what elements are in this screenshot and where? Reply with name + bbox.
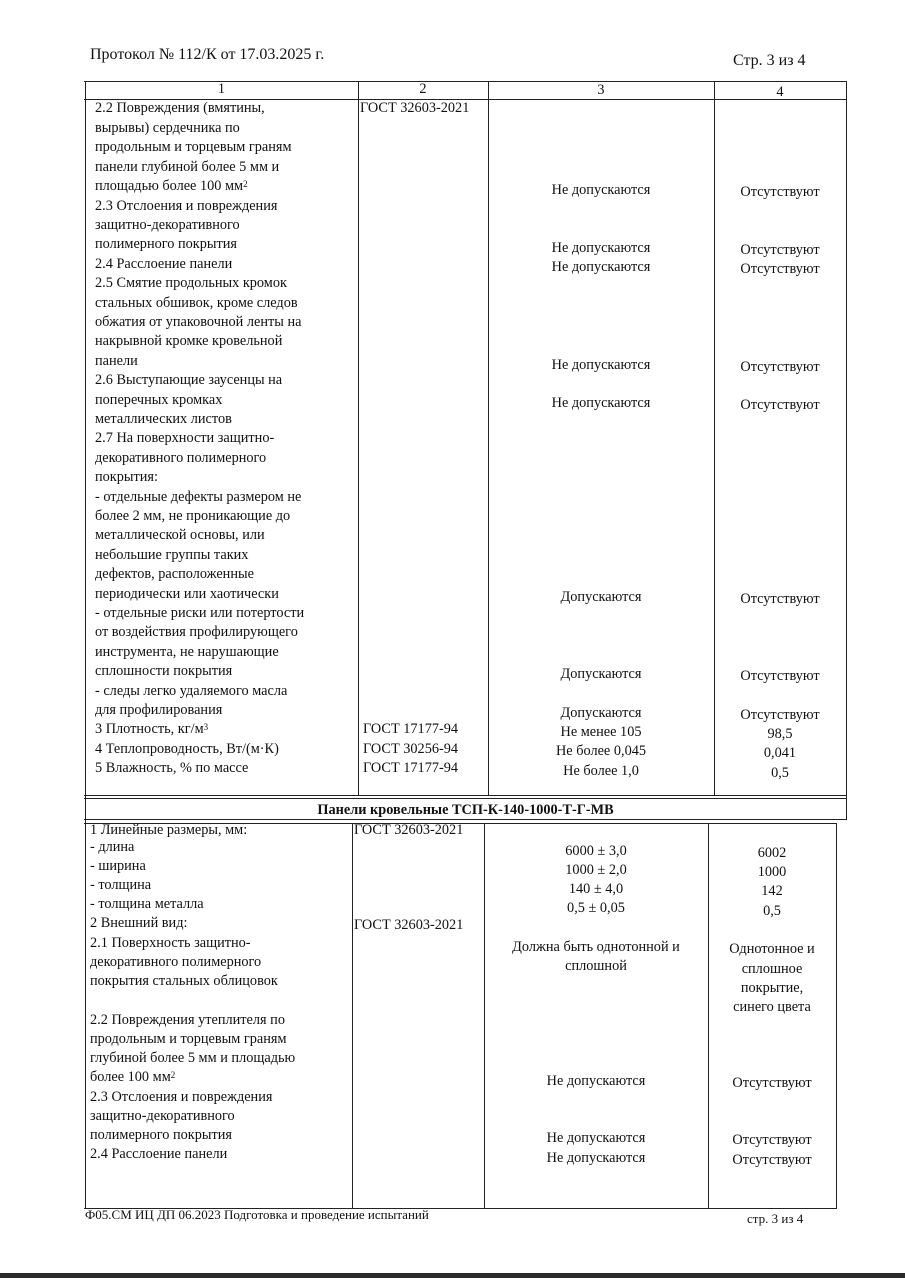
col-header-1: 1 bbox=[217, 81, 226, 97]
param-line: накрывной кромке кровельной bbox=[95, 333, 283, 349]
param-line: панели bbox=[95, 353, 138, 369]
standard-ref: ГОСТ 32603-2021 bbox=[354, 917, 464, 933]
param-line: металлической основы, или bbox=[95, 527, 265, 543]
param-line: - толщина bbox=[90, 877, 152, 893]
param-line: площадью более 100 $мм^2$ bbox=[95, 178, 248, 194]
requirement: Не допускаются bbox=[551, 240, 651, 256]
requirement: 140 ± 4,0 bbox=[568, 881, 624, 897]
result: 1000 bbox=[757, 864, 787, 880]
result: покрытие, bbox=[740, 980, 804, 996]
page-number: Стр. 3 из 4 bbox=[733, 52, 806, 69]
param-line: для профилирования bbox=[95, 702, 223, 718]
result: Отсутствуют bbox=[732, 1152, 812, 1168]
requirement: Должна быть однотонной и bbox=[512, 939, 680, 955]
requirement: 1000 ± 2,0 bbox=[565, 862, 627, 878]
param-line: более 100 $мм^2$ bbox=[90, 1069, 176, 1085]
requirement: 6000 ± 3,0 bbox=[565, 843, 627, 859]
result: Однотонное и bbox=[729, 941, 815, 957]
col-header-2: 2 bbox=[419, 81, 427, 97]
requirement: Допускаются bbox=[560, 666, 642, 682]
param-line: покрытия: bbox=[95, 469, 158, 485]
requirement: Не менее 105 bbox=[560, 724, 642, 740]
param-line: обжатия от упаковочной ленты на bbox=[95, 314, 302, 330]
requirement: сплошной bbox=[565, 958, 627, 974]
param-line: 4 Теплопроводность, Вт/(м·К) bbox=[95, 741, 279, 757]
requirement: Не допускаются bbox=[551, 395, 651, 411]
param-line: продольным и торцевым граням bbox=[95, 139, 292, 155]
param-line: 2.1 Поверхность защитно- bbox=[90, 935, 251, 951]
result: 6002 bbox=[757, 845, 787, 861]
result: 0,5 bbox=[771, 765, 789, 781]
param-line: 2 Внешний вид: bbox=[90, 915, 188, 931]
param-line: 5 Влажность, % по массе bbox=[95, 760, 249, 776]
result: 0,5 bbox=[763, 903, 781, 919]
standard-ref: ГОСТ 32603-2021 bbox=[360, 100, 470, 116]
param-line: - длина bbox=[90, 839, 135, 855]
param-line: небольшие группы таких bbox=[95, 547, 249, 563]
param-line: 2.2 Повреждения утеплителя по bbox=[90, 1012, 285, 1028]
requirement: Не допускаются bbox=[546, 1073, 646, 1089]
param-line: вырывы) сердечника по bbox=[95, 120, 240, 136]
param-line: глубиной более 5 мм и площадью bbox=[90, 1050, 296, 1066]
standard-ref: ГОСТ 30256-94 bbox=[363, 741, 459, 757]
result: Отсутствуют bbox=[740, 668, 820, 684]
result: сплошное bbox=[741, 961, 803, 977]
result: 98,5 bbox=[767, 726, 793, 742]
param-line: от воздействия профилирующего bbox=[95, 624, 298, 640]
col-header-4: 4 bbox=[776, 84, 784, 100]
requirement: Допускаются bbox=[560, 705, 642, 721]
param-line: 2.6 Выступающие заусенцы на bbox=[95, 372, 283, 388]
requirement: Не допускаются bbox=[551, 357, 651, 373]
param-line: 3 Плотность, $кг/м^3$ bbox=[95, 721, 209, 737]
result: 142 bbox=[761, 883, 783, 899]
param-line: инструмента, не нарушающие bbox=[95, 644, 279, 660]
param-line: - толщина металла bbox=[90, 896, 204, 912]
requirement: Не допускаются bbox=[546, 1150, 646, 1166]
param-line: - следы легко удаляемого масла bbox=[95, 683, 288, 699]
protocol-title: Протокол № 112/К от 17.03.2025 г. bbox=[90, 46, 325, 63]
requirement: 0,5 ± 0,05 bbox=[567, 900, 625, 916]
param-line: металлических листов bbox=[95, 411, 232, 427]
param-line: 2.7 На поверхности защитно- bbox=[95, 430, 275, 446]
result: Отсутствуют bbox=[740, 707, 820, 723]
param-line: 2.3 Отслоения и повреждения bbox=[95, 198, 278, 214]
requirement: Допускаются bbox=[560, 589, 642, 605]
param-line: дефектов, расположенные bbox=[95, 566, 254, 582]
footer-form: Ф05.СМ ИЦ ДП 06.2023 Подготовка и проведение испытаний bbox=[85, 1207, 429, 1222]
col-header-3: 3 bbox=[597, 82, 605, 98]
scan-edge bbox=[0, 1273, 905, 1278]
param-line: 2.3 Отслоения и повреждения bbox=[90, 1089, 273, 1105]
param-line: более 2 мм, не проникающие до bbox=[95, 508, 291, 524]
param-line: сплошности покрытия bbox=[95, 663, 233, 679]
requirement: Не допускаются bbox=[546, 1130, 646, 1146]
section-title: Панели кровельные ТСП-К-140-1000-Т-Г-МВ bbox=[317, 802, 614, 818]
param-line: покрытия стальных облицовок bbox=[90, 973, 278, 989]
param-line: - ширина bbox=[90, 858, 146, 874]
param-line: панели глубиной более 5 мм и bbox=[95, 159, 280, 175]
result: Отсутствуют bbox=[740, 591, 820, 607]
result: Отсутствуют bbox=[732, 1075, 812, 1091]
result: Отсутствуют bbox=[740, 397, 820, 413]
param-line: 2.5 Смятие продольных кромок bbox=[95, 275, 287, 291]
param-line: - отдельные дефекты размером не bbox=[95, 489, 302, 505]
param-line: 2.2 Повреждения (вмятины, bbox=[95, 100, 265, 116]
requirement: Не допускаются bbox=[551, 259, 651, 275]
result: Отсутствуют bbox=[740, 242, 820, 258]
result: Отсутствуют bbox=[732, 1132, 812, 1148]
result: 0,041 bbox=[763, 745, 797, 761]
param-line: 2.4 Расслоение панели bbox=[90, 1146, 228, 1162]
param-line: 1 Линейные размеры, мм: bbox=[90, 822, 248, 838]
requirement: Не более 1,0 bbox=[563, 763, 639, 779]
result: Отсутствуют bbox=[740, 184, 820, 200]
param-line: поперечных кромках bbox=[95, 392, 223, 408]
requirement: Не более 0,045 bbox=[555, 743, 647, 759]
param-line: 2.4 Расслоение панели bbox=[95, 256, 233, 272]
standard-ref: ГОСТ 32603-2021 bbox=[354, 822, 464, 838]
param-line: защитно-декоративного bbox=[95, 217, 240, 233]
standard-ref: ГОСТ 17177-94 bbox=[363, 721, 459, 737]
param-line: декоративного полимерного bbox=[90, 954, 262, 970]
result: Отсутствуют bbox=[740, 261, 820, 277]
param-line: периодически или хаотически bbox=[95, 586, 279, 602]
result: синего цвета bbox=[733, 999, 811, 1015]
requirement: Не допускаются bbox=[551, 182, 651, 198]
param-line: полимерного покрытия bbox=[90, 1127, 232, 1143]
param-line: полимерного покрытия bbox=[95, 236, 237, 252]
param-line: защитно-декоративного bbox=[90, 1108, 235, 1124]
param-line: продольным и торцевым граням bbox=[90, 1031, 287, 1047]
result: Отсутствуют bbox=[740, 359, 820, 375]
param-line: стальных обшивок, кроме следов bbox=[95, 295, 298, 311]
standard-ref: ГОСТ 17177-94 bbox=[363, 760, 459, 776]
param-line: декоративного полимерного bbox=[95, 450, 267, 466]
footer-page: стр. 3 из 4 bbox=[747, 1211, 804, 1226]
param-line: - отдельные риски или потертости bbox=[95, 605, 305, 621]
